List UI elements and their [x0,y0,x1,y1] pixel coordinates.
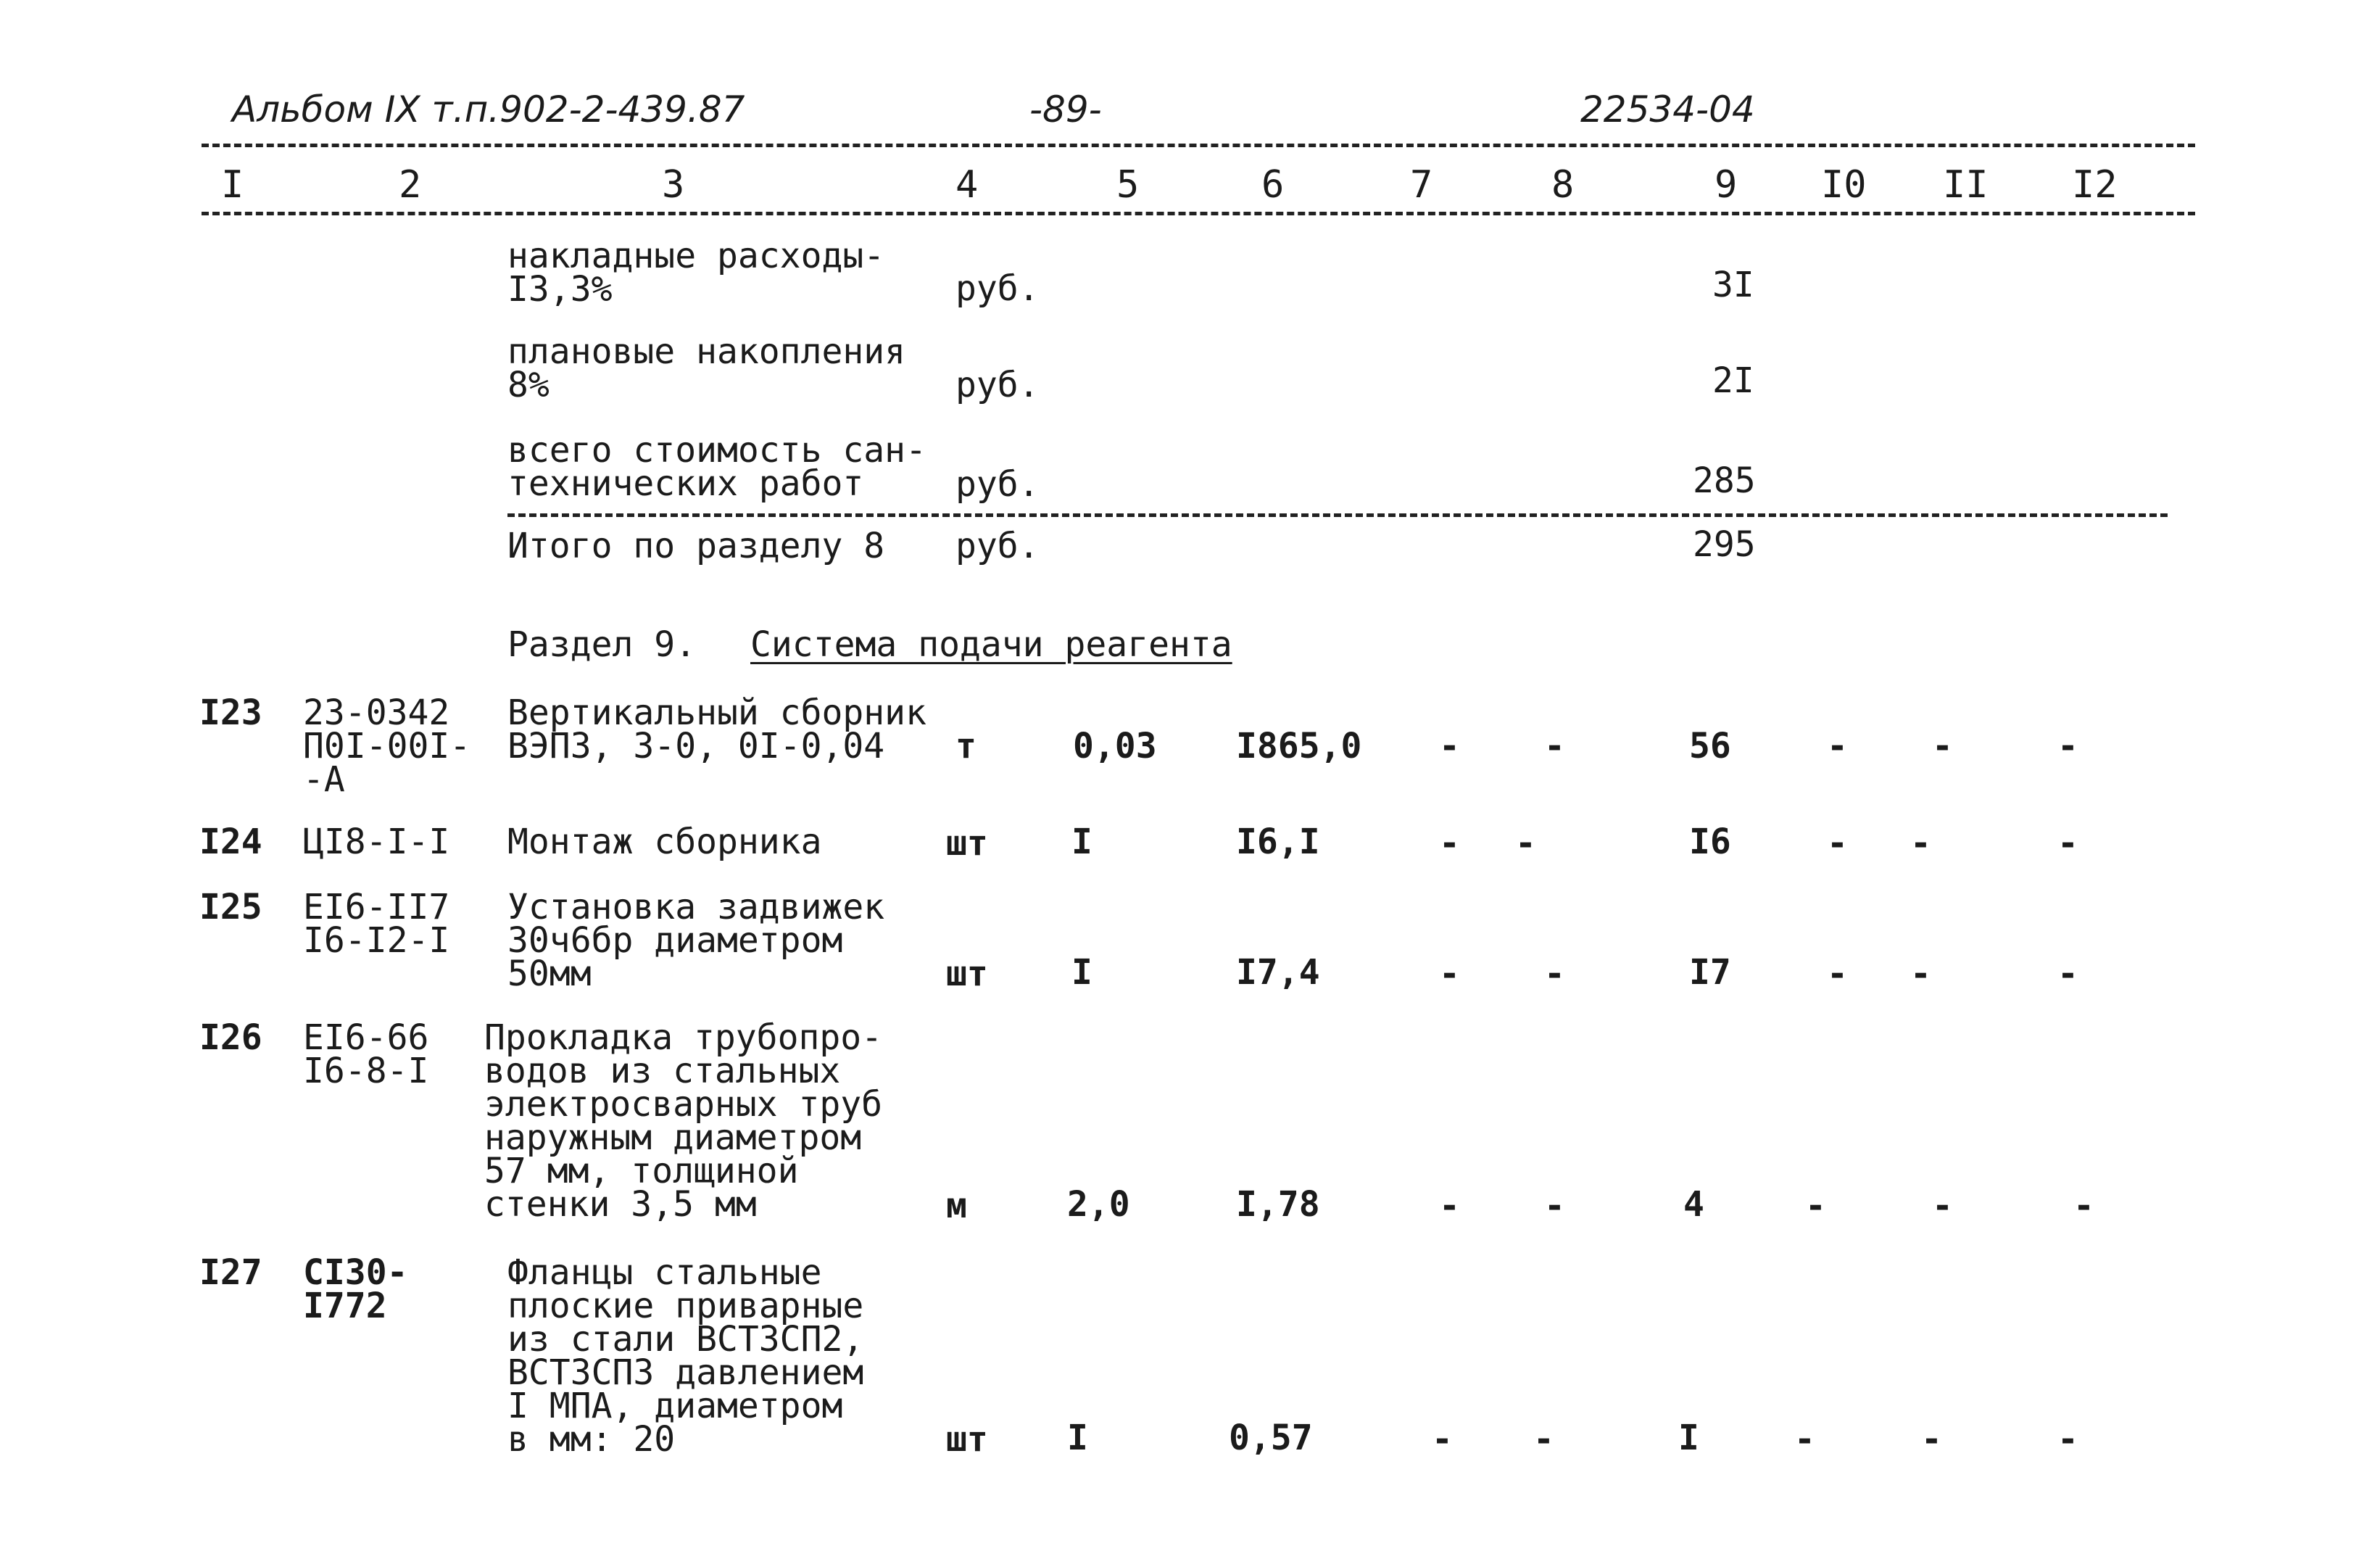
col-header-9: 9 [1714,163,1738,207]
row-125-price: I7,4 [1236,952,1320,993]
row-125-col9: I7 [1689,952,1731,993]
row-127-code: СI30- I772 [303,1252,408,1326]
col-header-11: II [1943,163,1989,207]
col-header-7: 7 [1410,163,1433,207]
row-126-name: Прокладка трубопро- водов из стальных электросварных труб наружным диаметром 57 мм, толщиной стенки 3,5 мм [484,1017,883,1225]
row-127-col12: - [2057,1419,2078,1460]
row-124-col7: - [1439,823,1460,864]
row-123-code: 23-0342 П0I-00I- -А [303,692,471,800]
row-125-col11: - [1910,954,1931,994]
col-header-4: 4 [955,163,979,207]
row-126-number: I26 [199,1017,262,1058]
row-124-price: I6,I [1236,822,1320,862]
col-header-5: 5 [1116,163,1140,207]
header-rule-bottom [202,212,2195,215]
row-127-price: 0,57 [1229,1418,1313,1458]
summary-overhead-unit: руб. [955,268,1040,309]
row-127-unit: шт [946,1419,988,1460]
row-126-col10: - [1805,1186,1826,1226]
document-code: 22534-04 [1580,88,1755,131]
summary-total-cost-text: всего стоимость сан- технических работ [507,430,926,504]
album-reference: Альбом IX т.п.902-2-439.87 [232,88,745,131]
row-123-qty: 0,03 [1073,726,1157,766]
summary-accumulation-unit: руб. [955,365,1040,405]
row-125-col10: - [1827,954,1848,994]
row-123-number: I23 [199,692,262,733]
summary-total-cost-unit: руб. [955,464,1040,505]
row-127-col8: - [1533,1419,1554,1460]
row-123-col12: - [2057,726,2078,766]
header-rule-top [202,144,2195,147]
row-127-col9: I [1678,1418,1699,1458]
row-124-col11: - [1910,823,1931,864]
row-123-col9: 56 [1689,726,1731,766]
row-125-col12: - [2057,954,2078,994]
row-123-col8: - [1544,726,1565,766]
row-125-code: ЕI6-II7 I6-I2-I [303,887,450,961]
summary-overhead-text: накладные расходы- I3,3% [507,236,885,310]
row-124-number: I24 [199,822,262,862]
col-header-6: 6 [1261,163,1285,207]
row-126-qty: 2,0 [1067,1184,1130,1225]
col-header-12: I2 [2072,163,2118,207]
row-126-col7: - [1439,1186,1460,1226]
section-8-total-text: Итого по разделу 8 [507,526,885,566]
row-123-unit: т [955,726,977,766]
section-label: Раздел 9. [507,624,697,665]
col-header-2: 2 [399,163,422,207]
col-header-3: 3 [662,163,685,207]
summary-accumulation-text: плановые накопления 8% [507,331,906,405]
row-124-unit: шт [946,823,988,864]
row-124-col10: - [1827,823,1848,864]
row-123-col11: - [1932,726,1953,766]
row-123-name: Вертикальный сборник ВЭПЗ, 3-0, 0I-0,04 [507,692,926,766]
section-8-total-value: 295 [1693,524,1756,565]
row-126-unit: м [946,1186,967,1226]
row-124-col12: - [2057,823,2078,864]
row-125-number: I25 [199,887,262,927]
row-127-col10: - [1794,1419,1815,1460]
summary-overhead-total: 3I [1712,265,1754,305]
col-header-10: I0 [1821,163,1867,207]
section-title: Система подачи реагента [750,624,1232,665]
row-124-col9: I6 [1689,822,1731,862]
row-123-col7: - [1439,726,1460,766]
row-127-name: Фланцы стальные плоские приварные из стали ВСТ3СП2, ВСТ3СП3 давлением I МПА, диаметром в мм: 20 [507,1252,864,1460]
section-8-total-unit: руб. [955,526,1040,566]
row-127-col7: - [1432,1419,1453,1460]
row-123-col10: - [1827,726,1848,766]
col-header-8: 8 [1551,163,1575,207]
row-125-unit: шт [946,954,988,994]
row-124-qty: I [1071,822,1092,862]
row-123-price: I865,0 [1236,726,1362,766]
col-header-1: I [221,163,244,207]
row-125-qty: I [1071,952,1092,993]
row-127-number: I27 [199,1252,262,1293]
row-126-code: ЕI6-66 I6-8-I [303,1017,429,1091]
page-number: -89- [1029,88,1102,131]
row-127-col11: - [1921,1419,1942,1460]
row-125-col8: - [1544,954,1565,994]
row-124-col8: - [1515,823,1536,864]
row-124-name: Монтаж сборника [507,822,822,862]
summary-total-cost-total: 285 [1693,460,1756,501]
row-126-price: I,78 [1236,1184,1320,1225]
summary-rule [507,513,2168,517]
summary-accumulation-total: 2I [1712,360,1754,401]
row-126-col8: - [1544,1186,1565,1226]
row-124-code: ЦI8-I-I [303,822,450,862]
row-126-col11: - [1932,1186,1953,1226]
row-125-col7: - [1439,954,1460,994]
row-127-qty: I [1067,1418,1088,1458]
row-126-col9: 4 [1683,1184,1704,1225]
row-126-col12: - [2073,1186,2094,1226]
row-125-name: Установка задвижек 30ч6бр диаметром 50мм [507,887,885,994]
